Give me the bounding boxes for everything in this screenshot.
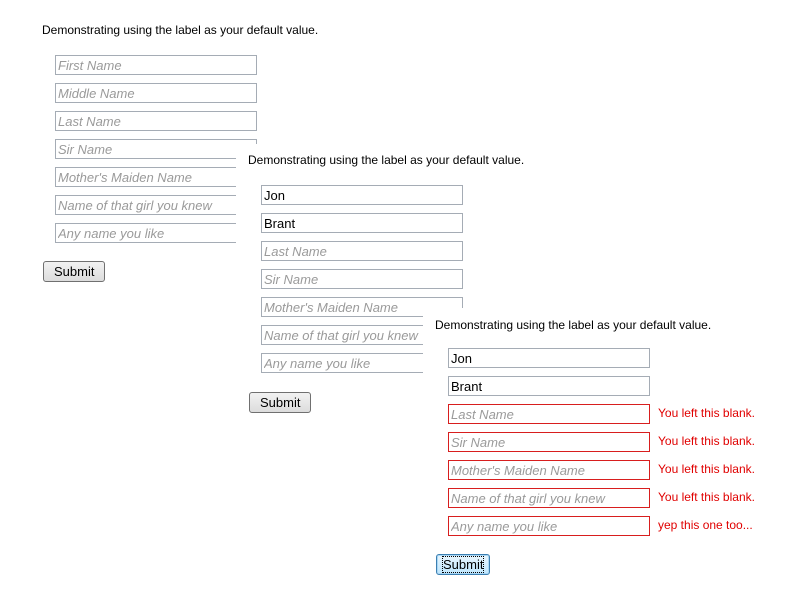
submit-button[interactable]	[436, 554, 490, 575]
middle-name-input[interactable]	[261, 213, 463, 233]
validation-error: You left this blank.	[658, 490, 755, 504]
any-name-input[interactable]	[448, 516, 650, 536]
submit-button[interactable]	[249, 392, 311, 413]
form-caption: Demonstrating using the label as your default value.	[42, 23, 319, 37]
sir-name-input[interactable]	[261, 269, 463, 289]
sir-name-input[interactable]	[55, 139, 257, 159]
mothers-maiden-name-input[interactable]	[55, 167, 257, 187]
form-panel-2	[236, 144, 525, 424]
validation-error: You left this blank.	[658, 406, 755, 420]
last-name-input[interactable]	[55, 111, 257, 131]
girl-you-knew-input[interactable]	[448, 488, 650, 508]
first-name-input[interactable]	[55, 55, 257, 75]
middle-name-input[interactable]	[448, 376, 650, 396]
validation-error: You left this blank.	[658, 434, 755, 448]
girl-you-knew-input[interactable]	[55, 195, 257, 215]
submit-label: Submit	[54, 264, 95, 279]
first-name-input[interactable]	[261, 185, 463, 205]
validation-error: yep this one too...	[658, 518, 753, 532]
any-name-input[interactable]	[55, 223, 257, 243]
submit-label: Submit	[260, 395, 301, 410]
last-name-input[interactable]	[448, 404, 650, 424]
last-name-input[interactable]	[261, 241, 463, 261]
form-caption: Demonstrating using the label as your default value.	[248, 153, 525, 167]
submit-label: Submit	[443, 557, 484, 572]
mothers-maiden-name-input[interactable]	[448, 460, 650, 480]
form-panel-1	[35, 20, 319, 290]
submit-button[interactable]	[43, 261, 105, 282]
form-caption: Demonstrating using the label as your default value.	[435, 318, 712, 332]
form-panel-3	[423, 308, 793, 588]
sir-name-input[interactable]	[448, 432, 650, 452]
first-name-input[interactable]	[448, 348, 650, 368]
validation-error: You left this blank.	[658, 462, 755, 476]
middle-name-input[interactable]	[55, 83, 257, 103]
